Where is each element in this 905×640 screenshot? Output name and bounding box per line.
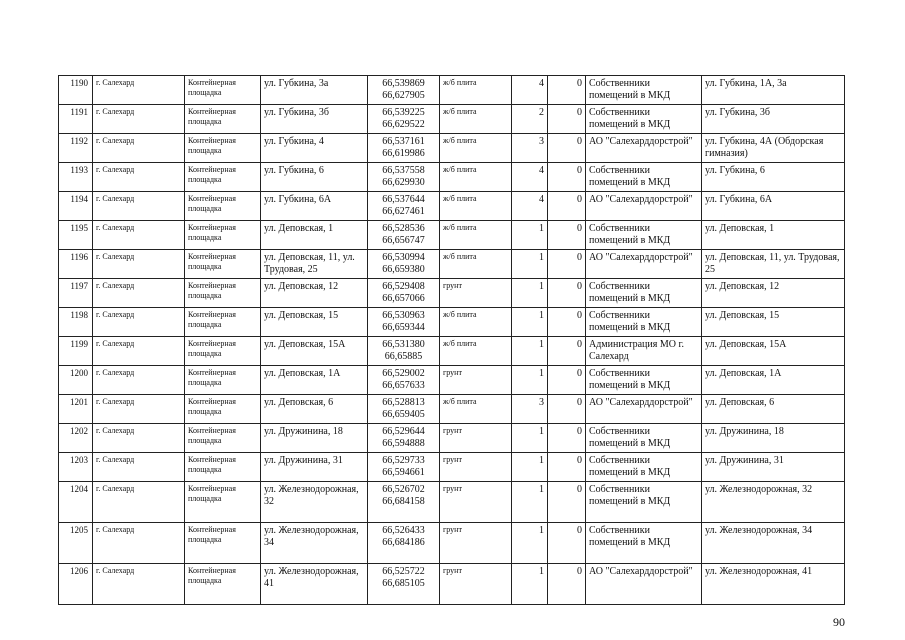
owner-cell: АО "Салехарддорстрой" (586, 250, 702, 279)
type-cell: Контейнерная площадка (185, 105, 261, 134)
owner-cell: Собственники помещений в МКД (586, 76, 702, 105)
city-cell: г. Салехард (93, 337, 185, 366)
city-cell: г. Салехард (93, 395, 185, 424)
count-cell: 1 (512, 366, 548, 395)
latitude: 66,526433 (382, 525, 425, 536)
owner-cell: Собственники помещений в МКД (586, 482, 702, 523)
latitude: 66,526702 (382, 484, 425, 495)
zero-cell: 0 (548, 221, 586, 250)
count-cell: 1 (512, 453, 548, 482)
owner-cell: АО "Салехарддорстрой" (586, 134, 702, 163)
surface-cell: ж/б плита (440, 250, 512, 279)
table-row (59, 482, 845, 523)
zero-cell: 0 (548, 366, 586, 395)
owner-cell: Собственники помещений в МКД (586, 523, 702, 564)
source-cell: ул. Дружинина, 31 (702, 453, 845, 482)
city-cell: г. Салехард (93, 279, 185, 308)
zero-cell: 0 (548, 395, 586, 424)
source-cell: ул. Губкина, 1А, 3а (702, 76, 845, 105)
row-number: 1192 (59, 134, 93, 163)
longitude: 66,657066 (382, 293, 425, 304)
table-row (59, 337, 845, 366)
address-cell: ул. Губкина, 6А (261, 192, 368, 221)
longitude: 66,627461 (382, 206, 425, 217)
count-cell: 3 (512, 134, 548, 163)
city-cell: г. Салехард (93, 250, 185, 279)
source-cell: ул. Деповская, 12 (702, 279, 845, 308)
row-number: 1197 (59, 279, 93, 308)
table-row (59, 395, 845, 424)
owner-cell: Администрация МО г. Салехард (586, 337, 702, 366)
type-cell: Контейнерная площадка (185, 192, 261, 221)
surface-cell: ж/б плита (440, 134, 512, 163)
owner-cell: Собственники помещений в МКД (586, 221, 702, 250)
table-row (59, 192, 845, 221)
source-cell: ул. Губкина, 6 (702, 163, 845, 192)
longitude: 66,685105 (382, 578, 425, 589)
longitude: 66,619986 (382, 148, 425, 159)
surface-cell: грунт (440, 424, 512, 453)
coordinates-cell (368, 337, 440, 366)
coordinates-cell (368, 482, 440, 523)
city-cell: г. Салехард (93, 453, 185, 482)
source-cell: ул. Деповская, 15А (702, 337, 845, 366)
surface-cell: грунт (440, 366, 512, 395)
zero-cell: 0 (548, 564, 586, 605)
zero-cell: 0 (548, 308, 586, 337)
address-cell: ул. Дружинина, 31 (261, 453, 368, 482)
owner-cell: Собственники помещений в МКД (586, 308, 702, 337)
latitude: 66,529408 (382, 281, 425, 292)
source-cell: ул. Губкина, 6А (702, 192, 845, 221)
zero-cell: 0 (548, 192, 586, 221)
row-number: 1191 (59, 105, 93, 134)
address-cell: ул. Деповская, 15 (261, 308, 368, 337)
owner-cell: Собственники помещений в МКД (586, 163, 702, 192)
coordinates-cell (368, 308, 440, 337)
longitude: 66,627905 (382, 90, 425, 101)
type-cell: Контейнерная площадка (185, 523, 261, 564)
source-cell: ул. Железнодорожная, 32 (702, 482, 845, 523)
address-cell: ул. Железнодорожная, 34 (261, 523, 368, 564)
owner-cell: АО "Салехарддорстрой" (586, 192, 702, 221)
zero-cell: 0 (548, 453, 586, 482)
source-cell: ул. Губкина, 3б (702, 105, 845, 134)
row-number: 1206 (59, 564, 93, 605)
latitude: 66,537644 (382, 194, 425, 205)
coordinates-cell (368, 395, 440, 424)
latitude: 66,528813 (382, 397, 425, 408)
zero-cell: 0 (548, 134, 586, 163)
zero-cell: 0 (548, 76, 586, 105)
surface-cell: грунт (440, 564, 512, 605)
table-row (59, 366, 845, 395)
address-cell: ул. Губкина, 3а (261, 76, 368, 105)
table-row (59, 523, 845, 564)
city-cell: г. Салехард (93, 192, 185, 221)
surface-cell: грунт (440, 453, 512, 482)
latitude: 66,539225 (382, 107, 425, 118)
row-number: 1196 (59, 250, 93, 279)
surface-cell: ж/б плита (440, 395, 512, 424)
count-cell: 2 (512, 105, 548, 134)
table-row (59, 453, 845, 482)
city-cell: г. Салехард (93, 523, 185, 564)
owner-cell: Собственники помещений в МКД (586, 453, 702, 482)
type-cell: Контейнерная площадка (185, 395, 261, 424)
count-cell: 4 (512, 76, 548, 105)
latitude: 66,528536 (382, 223, 425, 234)
coordinates-cell (368, 192, 440, 221)
source-cell: ул. Деповская, 11, ул. Трудовая, 25 (702, 250, 845, 279)
surface-cell: ж/б плита (440, 76, 512, 105)
surface-cell: грунт (440, 523, 512, 564)
address-cell: ул. Губкина, 6 (261, 163, 368, 192)
latitude: 66,529644 (382, 426, 425, 437)
address-cell: ул. Железнодорожная, 32 (261, 482, 368, 523)
type-cell: Контейнерная площадка (185, 250, 261, 279)
type-cell: Контейнерная площадка (185, 424, 261, 453)
coordinates-cell (368, 424, 440, 453)
surface-cell: ж/б плита (440, 337, 512, 366)
type-cell: Контейнерная площадка (185, 76, 261, 105)
coordinates-cell (368, 366, 440, 395)
table-row (59, 76, 845, 105)
source-cell: ул. Дружинина, 18 (702, 424, 845, 453)
owner-cell: Собственники помещений в МКД (586, 366, 702, 395)
address-cell: ул. Деповская, 11, ул. Трудовая, 25 (261, 250, 368, 279)
owner-cell: Собственники помещений в МКД (586, 105, 702, 134)
surface-cell: ж/б плита (440, 105, 512, 134)
latitude: 66,537558 (382, 165, 425, 176)
count-cell: 1 (512, 424, 548, 453)
table-row (59, 105, 845, 134)
row-number: 1198 (59, 308, 93, 337)
address-cell: ул. Деповская, 6 (261, 395, 368, 424)
row-number: 1190 (59, 76, 93, 105)
longitude: 66,65885 (384, 351, 423, 362)
city-cell: г. Салехард (93, 134, 185, 163)
zero-cell: 0 (548, 105, 586, 134)
count-cell: 1 (512, 250, 548, 279)
latitude: 66,529002 (382, 368, 425, 379)
latitude: 66,529733 (382, 455, 425, 466)
surface-cell: грунт (440, 279, 512, 308)
type-cell: Контейнерная площадка (185, 337, 261, 366)
longitude: 66,659380 (382, 264, 425, 275)
type-cell: Контейнерная площадка (185, 308, 261, 337)
city-cell: г. Салехард (93, 221, 185, 250)
table-row (59, 250, 845, 279)
latitude: 66,530994 (382, 252, 425, 263)
count-cell: 1 (512, 279, 548, 308)
row-number: 1201 (59, 395, 93, 424)
row-number: 1195 (59, 221, 93, 250)
city-cell: г. Салехард (93, 482, 185, 523)
table-row (59, 308, 845, 337)
owner-cell: АО "Салехарддорстрой" (586, 564, 702, 605)
address-cell: ул. Деповская, 1 (261, 221, 368, 250)
longitude: 66,594661 (382, 467, 425, 478)
count-cell: 1 (512, 337, 548, 366)
table-row (59, 163, 845, 192)
surface-cell: ж/б плита (440, 221, 512, 250)
type-cell: Контейнерная площадка (185, 453, 261, 482)
surface-cell: ж/б плита (440, 163, 512, 192)
table-row (59, 221, 845, 250)
row-number: 1202 (59, 424, 93, 453)
table-row (59, 134, 845, 163)
coordinates-cell (368, 453, 440, 482)
address-cell: ул. Деповская, 1А (261, 366, 368, 395)
coordinates-cell (368, 523, 440, 564)
zero-cell: 0 (548, 279, 586, 308)
row-number: 1203 (59, 453, 93, 482)
type-cell: Контейнерная площадка (185, 134, 261, 163)
latitude: 66,530963 (382, 310, 425, 321)
latitude: 66,539869 (382, 78, 425, 89)
source-cell: ул. Деповская, 1А (702, 366, 845, 395)
city-cell: г. Салехард (93, 564, 185, 605)
city-cell: г. Салехард (93, 76, 185, 105)
count-cell: 1 (512, 221, 548, 250)
address-cell: ул. Железнодорожная, 41 (261, 564, 368, 605)
coordinates-cell (368, 564, 440, 605)
zero-cell: 0 (548, 337, 586, 366)
latitude: 66,531380 (382, 339, 425, 350)
owner-cell: АО "Салехарддорстрой" (586, 395, 702, 424)
source-cell: ул. Деповская, 1 (702, 221, 845, 250)
count-cell: 1 (512, 564, 548, 605)
page-number: 90 (833, 615, 845, 629)
table-row (59, 424, 845, 453)
zero-cell: 0 (548, 250, 586, 279)
type-cell: Контейнерная площадка (185, 564, 261, 605)
coordinates-cell (368, 134, 440, 163)
count-cell: 1 (512, 523, 548, 564)
longitude: 66,657633 (382, 380, 425, 391)
longitude: 66,659405 (382, 409, 425, 420)
row-number: 1194 (59, 192, 93, 221)
longitude: 66,629930 (382, 177, 425, 188)
type-cell: Контейнерная площадка (185, 279, 261, 308)
row-number: 1200 (59, 366, 93, 395)
surface-cell: грунт (440, 482, 512, 523)
count-cell: 4 (512, 163, 548, 192)
type-cell: Контейнерная площадка (185, 482, 261, 523)
longitude: 66,656747 (382, 235, 425, 246)
address-cell: ул. Губкина, 4 (261, 134, 368, 163)
longitude: 66,594888 (382, 438, 425, 449)
row-number: 1204 (59, 482, 93, 523)
latitude: 66,525722 (382, 566, 425, 577)
address-cell: ул. Губкина, 3б (261, 105, 368, 134)
surface-cell: ж/б плита (440, 192, 512, 221)
zero-cell: 0 (548, 424, 586, 453)
zero-cell: 0 (548, 163, 586, 192)
address-cell: ул. Деповская, 15А (261, 337, 368, 366)
address-cell: ул. Деповская, 12 (261, 279, 368, 308)
coordinates-cell (368, 250, 440, 279)
type-cell: Контейнерная площадка (185, 366, 261, 395)
count-cell: 1 (512, 308, 548, 337)
address-cell: ул. Дружинина, 18 (261, 424, 368, 453)
row-number: 1205 (59, 523, 93, 564)
longitude: 66,684186 (382, 537, 425, 548)
type-cell: Контейнерная площадка (185, 221, 261, 250)
city-cell: г. Салехард (93, 105, 185, 134)
city-cell: г. Салехард (93, 163, 185, 192)
zero-cell: 0 (548, 523, 586, 564)
count-cell: 1 (512, 482, 548, 523)
table-row (59, 564, 845, 605)
city-cell: г. Салехард (93, 424, 185, 453)
row-number: 1193 (59, 163, 93, 192)
coordinates-cell (368, 279, 440, 308)
row-number: 1199 (59, 337, 93, 366)
coordinates-cell (368, 76, 440, 105)
type-cell: Контейнерная площадка (185, 163, 261, 192)
coordinates-cell (368, 221, 440, 250)
owner-cell: Собственники помещений в МКД (586, 279, 702, 308)
source-cell: ул. Губкина, 4А (Обдорская гимназия) (702, 134, 845, 163)
source-cell: ул. Железнодорожная, 41 (702, 564, 845, 605)
city-cell: г. Салехард (93, 366, 185, 395)
longitude: 66,659344 (382, 322, 425, 333)
owner-cell: Собственники помещений в МКД (586, 424, 702, 453)
table-row (59, 279, 845, 308)
source-cell: ул. Железнодорожная, 34 (702, 523, 845, 564)
source-cell: ул. Деповская, 15 (702, 308, 845, 337)
latitude: 66,537161 (382, 136, 425, 147)
longitude: 66,629522 (382, 119, 425, 130)
container-sites-table (58, 75, 845, 605)
surface-cell: ж/б плита (440, 308, 512, 337)
zero-cell: 0 (548, 482, 586, 523)
source-cell: ул. Деповская, 6 (702, 395, 845, 424)
count-cell: 4 (512, 192, 548, 221)
count-cell: 3 (512, 395, 548, 424)
longitude: 66,684158 (382, 496, 425, 507)
city-cell: г. Салехард (93, 308, 185, 337)
coordinates-cell (368, 163, 440, 192)
coordinates-cell (368, 105, 440, 134)
